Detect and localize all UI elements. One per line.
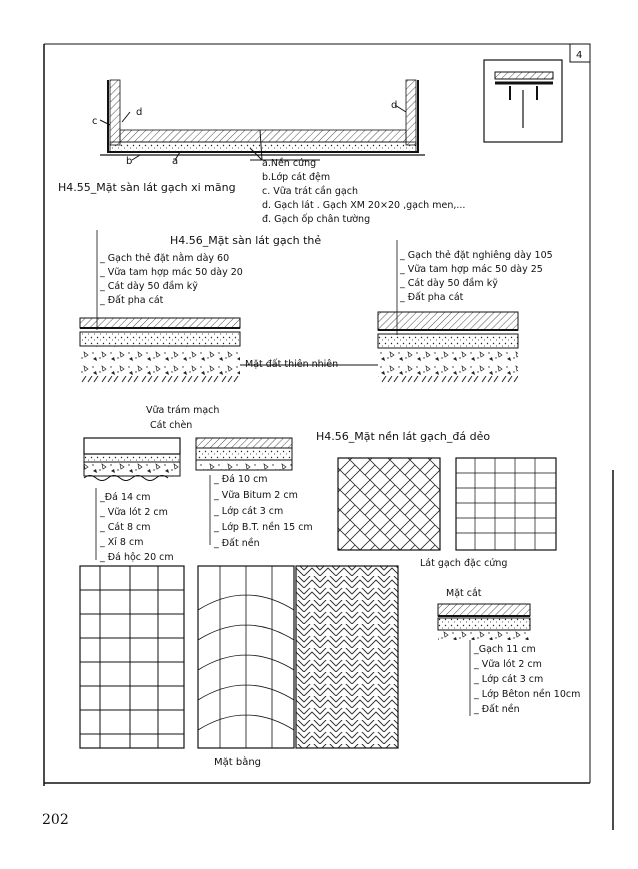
section-label-3: _ Lớp cát 3 cm <box>474 674 544 685</box>
stone-label-2: _ Vữa lót 2 cm <box>100 507 168 518</box>
herringbone-tile <box>338 458 440 550</box>
legend-a: a.Nền cứng <box>262 158 317 169</box>
basketweave-tile <box>456 458 556 550</box>
letter-a: a <box>172 156 179 167</box>
letter-b: b <box>126 156 133 167</box>
section-label-1: _Gạch 11 cm <box>474 644 536 655</box>
letter-d-stroke: d <box>391 100 398 111</box>
stone-label-1: _Đá 14 cm <box>100 492 151 503</box>
stone-label-4: _ Xỉ 8 cm <box>100 537 144 548</box>
right-label-2: _ Vữa tam hợp mác 50 dày 25 <box>400 264 543 275</box>
right-label-4: _ Đất pha cát <box>400 292 464 303</box>
left-label-4: _ Đất pha cát <box>100 295 164 306</box>
bitum-label-5: _ Đất nền <box>214 538 260 549</box>
corner-tag <box>570 44 590 62</box>
page-number: 202 <box>42 812 69 828</box>
plan-label: Mặt bằng <box>214 757 262 768</box>
ground-label: Mặt đất thiên nhiên <box>245 359 339 370</box>
section-label-4: _ Lớp Bêton nền 10cm <box>474 689 581 700</box>
solid-brick-label: Lát gạch đặc cứng <box>420 558 508 569</box>
fan-plan <box>198 566 294 748</box>
stone-plan <box>80 566 184 748</box>
legend-c: c. Vữa trát cần gạch <box>262 186 359 197</box>
section-label-5: _ Đất nền <box>474 704 520 715</box>
bitum-label-3: _ Lớp cát 3 cm <box>214 506 284 517</box>
stone-label-5: _ Đá hộc 20 cm <box>100 552 174 563</box>
section-label-2: _ Vữa lót 2 cm <box>474 659 542 670</box>
fig-4-55-section <box>100 80 425 160</box>
fig-4-55-caption: H4.55_Mặt sàn lát gạch xi măng <box>58 181 236 194</box>
bitum-label-1: _ Đá 10 cm <box>214 474 268 485</box>
left-label-1: _ Gạch thẻ đặt nằm dày 60 <box>100 253 230 264</box>
stone-top-label-1: Vữa trám mạch <box>146 405 220 416</box>
left-brick-section <box>80 318 240 388</box>
right-brick-section <box>378 312 518 388</box>
bitum-label-2: _ Vữa Bitum 2 cm <box>214 490 298 501</box>
section-label: Mặt cắt <box>446 588 482 599</box>
legend-b: b.Lớp cát đệm <box>262 172 331 183</box>
legend-d: d. Gạch lát . Gạch XM 20×20 ,gạch men,... <box>262 200 466 211</box>
right-label-1: _ Gạch thẻ đặt nghiêng dày 105 <box>400 250 553 261</box>
fig-4-56b-caption: H4.56_Mặt nền lát gạch_đá dẻo <box>316 430 491 443</box>
right-label-3: _ Cát dày 50 đầm kỹ <box>400 278 498 289</box>
stone-label-3: _ Cát 8 cm <box>100 522 151 533</box>
letter-c: c <box>92 116 98 127</box>
zigzag-plan <box>296 566 398 748</box>
legend-dd: đ. Gạch ốp chân tường <box>262 214 371 225</box>
left-label-3: _ Cát dày 50 đầm kỹ <box>100 281 198 292</box>
bitum-label-4: _ Lớp B.T. nền 15 cm <box>214 522 313 533</box>
letter-d: d <box>136 107 143 118</box>
fig-4-56a-caption: H4.56_Mặt sàn lát gạch thẻ <box>170 234 322 247</box>
thumbnail-detail <box>484 60 562 142</box>
corner-tag-text: 4 <box>576 50 583 61</box>
stone-top-label-2: Cát chèn <box>150 420 193 431</box>
left-label-2: _ Vữa tam hợp mác 50 dày 20 <box>100 267 243 278</box>
